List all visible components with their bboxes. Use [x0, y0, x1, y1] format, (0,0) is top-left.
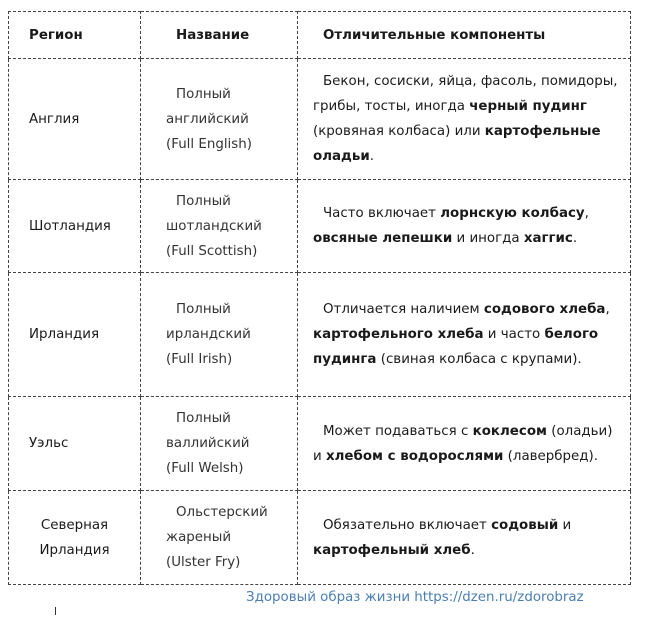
- text-cursor-mark: [55, 607, 56, 615]
- row-name: [141, 397, 298, 491]
- comp-segment: .: [470, 542, 475, 558]
- comp-segment: и часто: [483, 327, 545, 342]
- comp-segment-bold: хлебом с водорослями: [325, 448, 504, 464]
- comp-segment-bold: картофельного хлеба: [313, 327, 484, 342]
- comp-segment: .: [572, 231, 578, 246]
- row-region: Ирландия: [9, 273, 141, 397]
- row-region: Уэльс: [9, 397, 141, 491]
- row-components: [298, 491, 631, 585]
- comp-segment-bold: картофельные оладьи: [313, 124, 601, 164]
- comp-segment: Может подаваться с: [323, 423, 473, 439]
- table-row: [9, 180, 631, 273]
- comp-segment-bold: овсяные лепешки: [313, 231, 453, 246]
- name-line: жареный: [166, 530, 232, 545]
- name-line: (Full Welsh): [166, 461, 244, 476]
- name-line: (Full English): [166, 136, 252, 152]
- name-line: шотландский: [166, 218, 262, 234]
- comp-segment: (оладьи) и: [313, 423, 613, 464]
- name-line: валлийский: [166, 436, 250, 451]
- name-line: Полный: [176, 302, 231, 317]
- comp-segment: ,: [584, 206, 589, 221]
- row-components: [298, 273, 631, 397]
- name-line: Полный: [176, 411, 231, 426]
- comp-segment: Отличается наличием: [323, 302, 484, 317]
- row-components: [298, 59, 631, 180]
- name-line: Полный: [176, 193, 231, 209]
- comp-segment-bold: хаггис: [523, 231, 573, 246]
- table-row: [9, 397, 631, 491]
- table-row: [9, 273, 631, 397]
- name-line: ирландский: [166, 327, 251, 342]
- comp-segment: Часто включает: [323, 206, 441, 221]
- comp-segment-bold: черный пудинг: [469, 99, 587, 114]
- name-line: (Full Irish): [166, 352, 233, 367]
- row-name: [141, 59, 298, 180]
- header-components: Отличительные компоненты: [298, 12, 631, 59]
- row-region: Англия: [9, 59, 141, 180]
- breakfast-table: [8, 11, 631, 585]
- comp-segment-bold: содовый: [491, 517, 559, 533]
- table-row: [9, 491, 631, 585]
- header-name: Название: [141, 12, 298, 59]
- name-line: Полный: [176, 86, 231, 102]
- name-line: английский: [166, 111, 249, 127]
- comp-segment: Бекон, сосиски, яйца, фасоль, помидоры, грибы, тосты, иногда: [313, 74, 618, 114]
- row-components: [298, 180, 631, 273]
- comp-segment: ,: [605, 302, 610, 317]
- source-watermark: Здоровый образ жизни https://dzen.ru/zdorobraz: [246, 590, 584, 605]
- table-row: [9, 59, 631, 180]
- comp-segment: и иногда: [452, 231, 524, 246]
- comp-segment-bold: белого пудинга: [313, 327, 599, 367]
- comp-segment: .: [369, 149, 374, 164]
- table-header-row: [9, 12, 631, 59]
- header-region: Регион: [9, 12, 141, 59]
- comp-segment: (свиная колбаса с крупами).: [376, 352, 582, 367]
- comp-segment: (лавербред).: [503, 448, 599, 464]
- row-name: [141, 273, 298, 397]
- comp-segment-bold: лорнскую колбасу: [440, 206, 585, 221]
- row-region: Северная Ирландия: [9, 491, 141, 585]
- comp-segment-bold: коклесом: [472, 423, 547, 439]
- name-line: Ольстерский: [176, 505, 268, 520]
- comp-segment: и: [558, 517, 572, 533]
- row-name: [141, 180, 298, 273]
- row-name: [141, 491, 298, 585]
- comp-segment: (кровяная колбаса) или: [313, 124, 485, 139]
- name-line: (Ulster Fry): [166, 555, 241, 570]
- row-components: [298, 397, 631, 491]
- comp-segment-bold: картофельный хлеб: [313, 542, 471, 558]
- row-region: Шотландия: [9, 180, 141, 273]
- comp-segment: Обязательно включает: [323, 517, 492, 533]
- name-line: (Full Scottish): [166, 243, 258, 259]
- comp-segment-bold: содового хлеба: [483, 302, 606, 317]
